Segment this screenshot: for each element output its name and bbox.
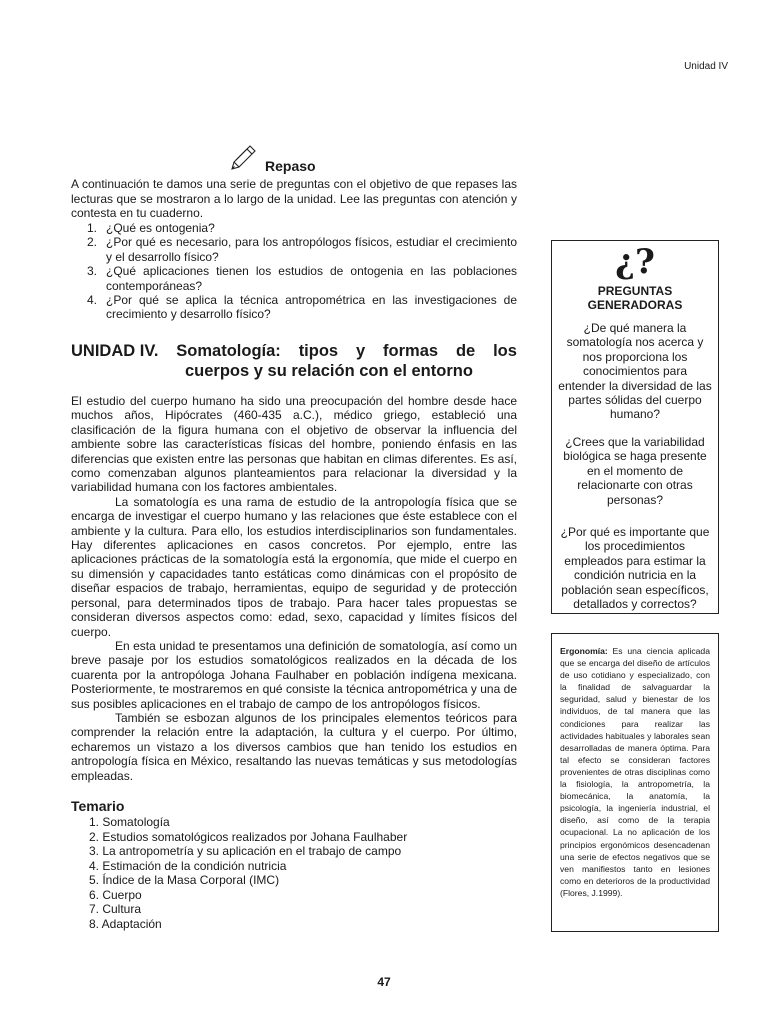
list-item: 1. Somatología: [89, 815, 170, 829]
header-unit-label: Unidad IV: [684, 61, 728, 72]
list-item: 8. Adaptación: [89, 916, 162, 931]
question-marks-icon: ¿?: [615, 242, 655, 282]
generating-question: ¿Por qué es importante que los procedimientos empleados para estimar la condición nutricia en la población sean específicos, detallados y correctos?: [560, 525, 710, 612]
ergonomia-definition-box: [551, 633, 719, 932]
repaso-question-list: [87, 221, 517, 322]
list-item: 7. Cultura: [89, 902, 142, 916]
temario-list: [89, 815, 407, 931]
list-item: 4. ¿Por qué se aplica la técnica antropométrica en las investigaciones de crecimiento y desarrollo físico?: [87, 293, 517, 322]
list-item: 1. ¿Qué es ontogenia?: [87, 221, 215, 235]
paragraph: El estudio del cuerpo humano ha sido una preocupación del hombre desde hace muchos años, Hipócrates (460-435 a.C.), médico griego, estableció una clasificación de la figura humana con el objetivo de observar la influencia del ambiente sobre las características físicas del hombre, poniendo énfasis en las diferencias que existen entre las personas que habitan en climas diferentes. Es así, como comenzaban algunos planteamientos para relacionar la diversidad y la variabilidad humana con los factores ambientales.: [71, 394, 517, 495]
paragraph: También se esbozan algunos de los principales elementos teóricos para comprender la relación entre la adaptación, la cultura y el cuerpo. Por último, echaremos un vistazo a los diversos cambios que han tenido los estudios en antropología física en México, resaltando las nuevas temáticas y sus metodologías empleadas.: [71, 710, 517, 783]
generating-question: ¿De qué manera la somatología nos acerca y nos proporciona los conocimientos para entender la diversidad de las partes sólidas del cuerpo humano?: [558, 321, 712, 422]
page-number: 47: [377, 975, 391, 989]
list-item: 3. La antropometría y su aplicación en el trabajo de campo: [89, 844, 402, 858]
list-item: 6. Cuerpo: [89, 887, 142, 902]
paragraph: En esta unidad te presentamos una definición de somatología, así como un breve pasaje por los estudios somatológicos realizados en la década de los cuarenta por la antropóloga Johana Faulhaber en población indígena mexicana. Posteriormente, te mostraremos en qué consiste la técnica antropométrica y una de sus posibles aplicaciones en el trabajo de campo de los antropólogos físicos.: [71, 638, 517, 711]
ergonomia-term: Ergonomía:: [560, 646, 608, 656]
ergonomia-definition: Ergonomía: Es una ciencia aplicada que se encarga del diseño de artículos de uso cotidiano y especializado, con la finalidad de salvaguardar la seguridad, salud y bienestar de los individuos, de tal manera que las condiciones para realizar las actividades habituales y laborales sean desarrolladas de manera óptima. Para tal efecto se consideran factores provenientes de otras disciplinas como la fisiología, la antropometría, la biomecánica, la anatomía, la psicología, la ingeniería industrial, el diseño, así como de la terapia ocupacional. La no aplicación de los principios ergonómicos desencadenan una serie de efectos negativos que se ven manifiestos tanto en lesiones como en deterioros de la productividad (Flores, J.1999).: [560, 646, 710, 898]
list-item: 3. ¿Qué aplicaciones tienen los estudios de ontogenia en las poblaciones contemporáneas?: [87, 264, 517, 293]
repaso-intro: A continuación te damos una serie de preguntas con el objetivo de que repases las lecturas que se mostraron a lo largo de la unidad. Lee las preguntas con atención y contesta en tu cuaderno.: [71, 177, 517, 221]
list-item: 5. Índice de la Masa Corporal (IMC): [89, 873, 280, 887]
generating-question: ¿Crees que la variabilidad biológica se haga presente en el momento de relacionarte con otras personas?: [563, 435, 707, 507]
list-item: 4. Estimación de la condición nutricia: [89, 858, 287, 873]
repaso-title: Repaso: [265, 158, 316, 174]
unit-introduction: [71, 394, 517, 783]
pencil-icon: [228, 143, 258, 173]
sidebar-title: PREGUNTAS GENERADORAS: [587, 284, 683, 312]
list-item: 2. Estudios somatológicos realizados por Johana Faulhaber: [89, 829, 408, 844]
list-item: 2. ¿Por qué es necesario, para los antropólogos físicos, estudiar el crecimiento y el desarrollo físico?: [87, 235, 517, 264]
unit-title: UNIDAD IV. Somatología: tipos y formas de los cuerpos y su relación con el entorno: [71, 342, 517, 380]
temario-title: Temario: [71, 798, 125, 814]
paragraph: La somatología es una rama de estudio de la antropología física que se encarga de investigar el cuerpo humano y las relaciones que éste establece con el ambiente y la cultura. Para ello, los estudios interdisciplinarios son fundamentales. Hay diferentes aplicaciones en casos concretos. Por ejemplo, entre las aplicaciones prácticas de la somatología está la ergonomía, que mide el cuerpo en su dimensión y capacidades tanto estáticas como dinámicas con el propósito de diseñar espacios de trabajo, herramientas, equipo de seguridad y de protección personal, para determinados tipos de trabajo. Para hacer tales propuestas se consideran diversos aspectos como: edad, sexo, capacidad y límites físicos del cuerpo.: [71, 494, 517, 639]
preguntas-generadoras-box: [551, 240, 719, 614]
